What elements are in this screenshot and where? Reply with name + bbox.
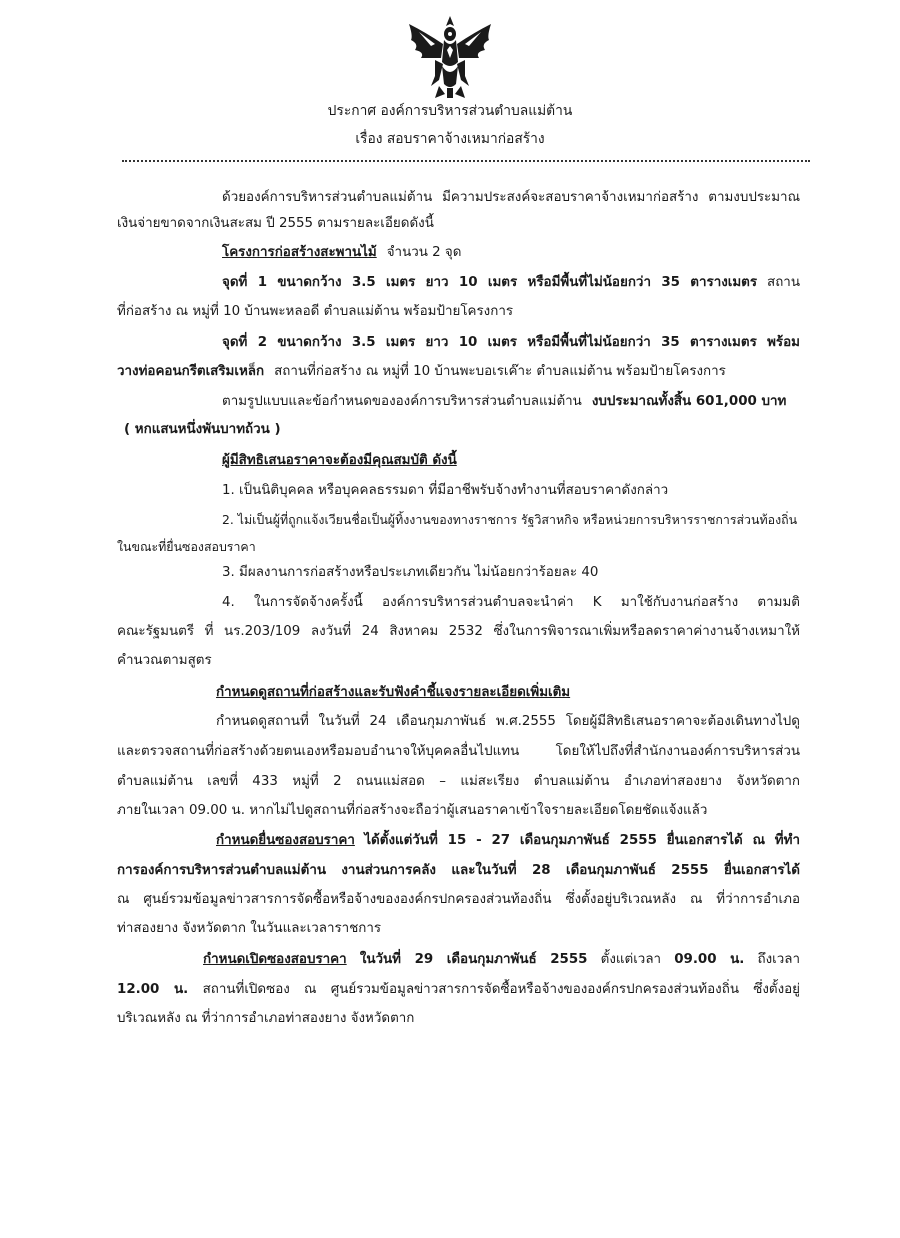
qualification-4-cont-1: คณะรัฐมนตรี ที่ นร.203/109 ลงวันที่ 24 สิงหาคม 2532 ซึ่งในการพิจารณาเพิ่มหรือลดราคาค่างานจ้างเหมาให้ xyxy=(117,624,800,639)
opening-to-label: ถึงเวลา xyxy=(757,952,800,967)
point-1-line-1 xyxy=(222,273,800,293)
budget-text: ตามรูปแบบและข้อกำหนดขององค์การบริหารส่วนตำบลแม่ต้าน xyxy=(222,394,582,409)
site-visit-line-4: ภายในเวลา 09.00 น. หากไม่ไปดูสถานที่ก่อสร้างจะถือว่าผู้เสนอราคาเข้าใจรายละเอียดโดยชัดแจ้งแล้ว xyxy=(117,803,708,818)
site-visit-line-2: และตรวจสถานที่ก่อสร้างด้วยตนเองหรือมอบอำนาจให้บุคคลอื่นไปแทน โดยให้ไปถึงที่สำนักงานองค์การบริหารส่วน xyxy=(117,744,800,759)
submission-line-3: ณ ศูนย์รวมข้อมูลข่าวสารการจัดซื้อหรือจ้างขององค์กรปกครองส่วนท้องถิ่น ซึ่งตั้งอยู่บริเวณหลัง ณ ที่ว่าการอำเภอ xyxy=(117,892,800,907)
opening-line-1 xyxy=(203,950,800,970)
site-visit-line-3: ตำบลแม่ต้าน เลขที่ 433 หมู่ที่ 2 ถนนแม่สอด – แม่สะเรียง ตำบลแม่ต้าน อำเภอท่าสองยาง จังหวัดตาก xyxy=(117,774,800,789)
point-2-location: สถานที่ก่อสร้าง ณ หมู่ที่ 10 บ้านพะบอเรเค๊าะ ตำบลแม่ต้าน พร้อมป้ายโครงการ xyxy=(274,364,726,379)
project-heading-line xyxy=(222,243,461,263)
site-visit-title: กำหนดดูสถานที่ก่อสร้างและรับฟังคำชี้แจงรายละเอียดเพิ่มเติม xyxy=(216,685,571,700)
opening-line-2 xyxy=(117,980,800,1000)
opening-from-label: ตั้งแต่เวลา xyxy=(600,952,662,967)
intro-line-1: ด้วยองค์การบริหารส่วนตำบลแม่ต้าน มีความประสงค์จะสอบราคาจ้างเหมาก่อสร้าง ตามงบประมาณ xyxy=(222,190,800,205)
opening-end-time: 12.00 น. xyxy=(117,982,189,997)
site-visit-line-1: กำหนดดูสถานที่ ในวันที่ 24 เดือนกุมภาพันธ์ พ.ศ.2555 โดยผู้มีสิทธิเสนอราคาจะต้องเดินทางไปดู xyxy=(216,714,800,729)
project-title: โครงการก่อสร้างสะพานไม้ xyxy=(222,245,377,260)
announcement-heading: ประกาศ องค์การบริหารส่วนตำบลแม่ต้าน xyxy=(327,103,573,119)
qualification-1: 1. เป็นนิติบุคคล หรือบุคคลธรรมดา ที่มีอาชีพรับจ้างทำงานที่สอบราคาดังกล่าว xyxy=(222,483,669,498)
qualification-2-cont: ในขณะที่ยื่นซองสอบราคา xyxy=(117,539,256,554)
opening-date: ในวันที่ 29 เดือนกุมภาพันธ์ 2555 xyxy=(359,952,588,967)
opening-start-time: 09.00 น. xyxy=(674,952,745,967)
budget-amount: งบประมาณทั้งสิ้น 601,000 บาท xyxy=(591,394,787,409)
submission-line-1 xyxy=(216,831,800,851)
qualifications-title: ผู้มีสิทธิเสนอราคาจะต้องมีคุณสมบัติ ดังนี้ xyxy=(222,453,457,468)
point-1-line-2: ที่ก่อสร้าง ณ หมู่ที่ 10 บ้านพะหลอดี ตำบลแม่ต้าน พร้อมป้ายโครงการ xyxy=(117,304,514,319)
point-2-pipe: วางท่อคอนกรีตเสริมเหล็ก xyxy=(117,364,265,379)
point-2-line-1: จุดที่ 2 ขนาดกว้าง 3.5 เมตร ยาว 10 เมตร หรือมีพื้นที่ไม่น้อยกว่า 35 ตารางเมตร พร้อม xyxy=(222,335,800,350)
qualification-2: 2. ไม่เป็นผู้ที่ถูกแจ้งเวียนชื่อเป็นผู้ทิ้งงานของทางราชการ รัฐวิสาหกิจ หรือหน่วยการบริหารราชการส่วนท้องถิ่น xyxy=(222,512,798,527)
garuda-emblem-icon xyxy=(405,14,495,100)
qualification-4: 4. ในการจัดจ้างครั้งนี้ องค์การบริหารส่วนตำบลจะนำค่า K มาใช้กับงานก่อสร้าง ตามมติ xyxy=(222,595,800,610)
opening-location: สถานที่เปิดซอง ณ ศูนย์รวมข้อมูลข่าวสารการจัดซื้อหรือจ้างขององค์กรปกครองส่วนท้องถิ่น ซึ่งตั้งอยู่ xyxy=(202,982,800,997)
point-2-line-2 xyxy=(117,362,726,382)
opening-line-3: บริเวณหลัง ณ ที่ว่าการอำเภอท่าสองยาง จังหวัดตาก xyxy=(117,1011,415,1026)
budget-in-words: ( หกแสนหนึ่งพันบาทถ้วน ) xyxy=(124,422,281,437)
project-count: จำนวน 2 จุด xyxy=(386,245,462,260)
qualification-3: 3. มีผลงานการก่อสร้างหรือประเภทเดียวกัน ไม่น้อยกว่าร้อยละ 40 xyxy=(222,565,599,580)
point-1-location-start: สถาน xyxy=(767,275,800,290)
submission-line-4: ท่าสองยาง จังหวัดตาก ในวันและเวลาราชการ xyxy=(117,921,382,936)
point-1-spec: จุดที่ 1 ขนาดกว้าง 3.5 เมตร ยาว 10 เมตร หรือมีพื้นที่ไม่น้อยกว่า 35 ตารางเมตร xyxy=(222,275,758,290)
announcement-subject: เรื่อง สอบราคาจ้างเหมาก่อสร้าง xyxy=(355,131,545,147)
opening-title: กำหนดเปิดซองสอบราคา xyxy=(203,952,347,967)
submission-dates: ได้ตั้งแต่วันที่ 15 - 27 เดือนกุมภาพันธ์ 2555 ยื่นเอกสารได้ ณ ที่ทำ xyxy=(364,833,800,848)
separator-dotted-line xyxy=(122,160,810,162)
qualification-4-cont-2: คำนวณตามสูตร xyxy=(117,653,212,668)
submission-line-2: การองค์การบริหารส่วนตำบลแม่ต้าน งานส่วนการคลัง และในวันที่ 28 เดือนกุมภาพันธ์ 2555 ยื่นเอกสารได้ xyxy=(117,863,800,878)
submission-title: กำหนดยื่นซองสอบราคา xyxy=(216,833,355,848)
budget-line xyxy=(222,392,786,412)
intro-line-2: เงินจ่ายขาดจากเงินสะสม ปี 2555 ตามรายละเอียดดังนี้ xyxy=(117,216,434,231)
